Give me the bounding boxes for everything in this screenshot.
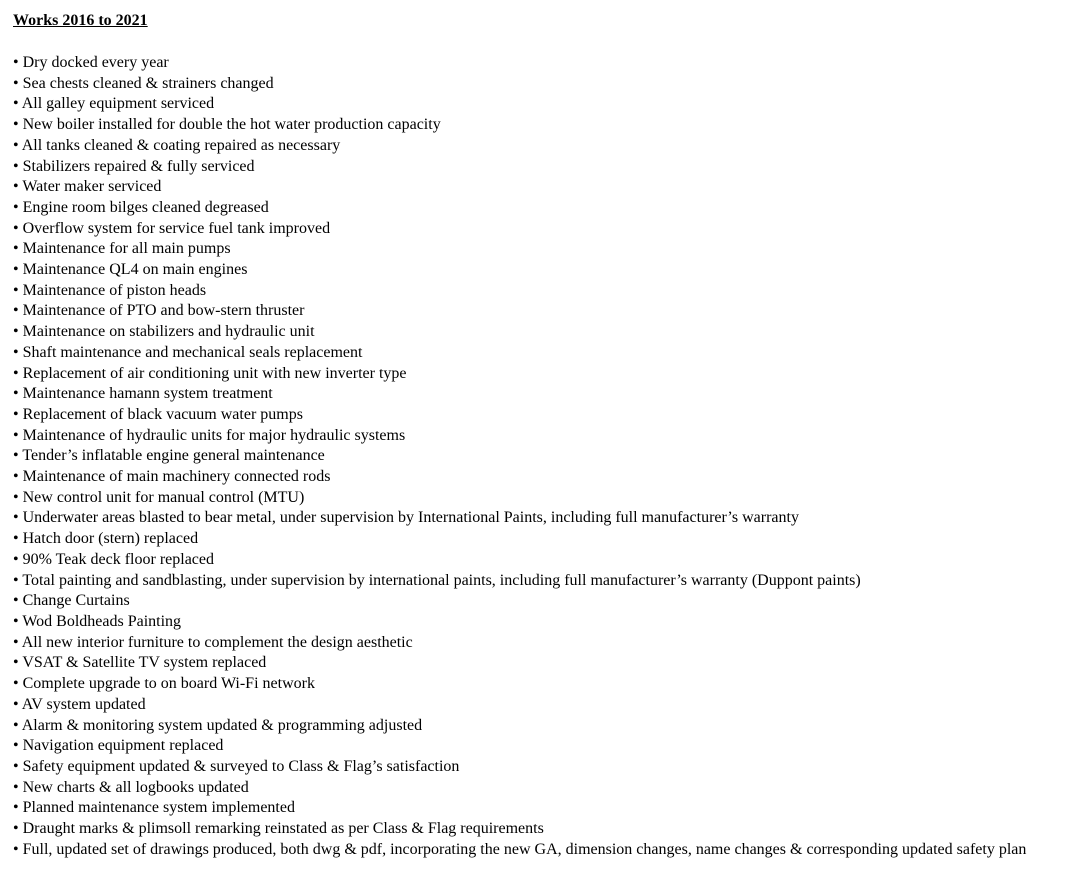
bullet-icon: •	[13, 695, 19, 713]
bullet-icon: •	[13, 509, 19, 527]
bullet-icon: •	[13, 799, 19, 817]
list-item	[13, 778, 1079, 799]
list-item-text: Replacement of air conditioning unit with new inverter type	[22, 364, 407, 382]
list-item	[13, 798, 1079, 819]
bullet-icon: •	[13, 488, 19, 506]
bullet-icon: •	[13, 385, 19, 403]
spacer	[13, 31, 1082, 53]
list-item	[13, 508, 1079, 529]
bullet-icon: •	[13, 157, 19, 175]
list-item	[13, 612, 1079, 633]
list-item-text: Underwater areas blasted to bear metal, under supervision by International Paints, including full manufacturer’s warranty	[22, 509, 799, 527]
list-item	[13, 115, 1079, 136]
bullet-icon: •	[13, 281, 19, 299]
list-item	[13, 653, 1079, 674]
list-item-text: Water maker serviced	[22, 178, 162, 196]
list-item-text: Shaft maintenance and mechanical seals replacement	[22, 343, 363, 361]
list-item-text: New boiler installed for double the hot water production capacity	[22, 116, 441, 134]
list-item	[13, 364, 1079, 385]
bullet-icon: •	[13, 54, 19, 71]
list-item	[13, 219, 1079, 240]
bullet-icon: •	[13, 364, 19, 382]
list-item	[13, 716, 1079, 737]
bullet-icon: •	[13, 633, 19, 651]
list-item	[13, 343, 1079, 364]
bullet-icon: •	[13, 136, 19, 154]
bullet-icon: •	[13, 820, 19, 838]
list-item	[13, 550, 1079, 571]
list-item	[13, 94, 1079, 115]
list-item	[13, 239, 1079, 260]
bullet-icon: •	[13, 550, 19, 568]
list-item	[13, 177, 1079, 198]
list-item	[13, 571, 1079, 592]
list-item-text: All tanks cleaned & coating repaired as necessary	[21, 136, 341, 154]
bullet-icon: •	[13, 95, 19, 113]
list-item-text: Total painting and sandblasting, under supervision by international paints, including full manufacturer’s warranty (Duppont paints)	[22, 571, 861, 589]
bullet-icon: •	[13, 654, 19, 672]
list-item-text: Maintenance of main machinery connected rods	[22, 468, 331, 486]
list-item	[13, 467, 1079, 488]
list-item-text: Maintenance of piston heads	[22, 281, 207, 299]
bullet-icon: •	[13, 675, 19, 693]
bullet-icon: •	[13, 778, 19, 796]
list-item	[13, 840, 1079, 861]
list-item	[13, 529, 1079, 550]
list-item-text: Alarm & monitoring system updated & programming adjusted	[21, 716, 423, 734]
list-item-text: AV system updated	[21, 695, 146, 713]
list-item	[13, 695, 1079, 716]
bullet-icon: •	[13, 219, 19, 237]
list-item-text: All new interior furniture to complement the design aesthetic	[21, 633, 413, 651]
works-list	[13, 53, 1079, 860]
list-item-text: Planned maintenance system implemented	[22, 799, 295, 817]
list-item-text: VSAT & Satellite TV system replaced	[22, 654, 267, 672]
list-item-text: Overflow system for service fuel tank improved	[22, 219, 331, 237]
list-item-text: Replacement of black vacuum water pumps	[22, 405, 303, 423]
list-item	[13, 488, 1079, 509]
list-item-text: Maintenance of PTO and bow-stern thruster	[22, 302, 305, 320]
list-item-text: Maintenance QL4 on main engines	[22, 261, 248, 279]
list-item	[13, 53, 1079, 74]
list-item	[13, 426, 1079, 447]
list-item	[13, 633, 1079, 654]
list-item-text: All galley equipment serviced	[21, 95, 215, 113]
list-item-text: Maintenance of hydraulic units for major hydraulic systems	[22, 426, 406, 444]
bullet-icon: •	[13, 468, 19, 486]
list-item	[13, 301, 1079, 322]
bullet-icon: •	[13, 530, 19, 548]
bullet-icon: •	[13, 757, 19, 775]
bullet-icon: •	[13, 447, 19, 465]
list-item	[13, 74, 1079, 95]
list-item-text: Sea chests cleaned & strainers changed	[22, 74, 274, 92]
bullet-icon: •	[13, 74, 19, 92]
bullet-icon: •	[13, 198, 19, 216]
bullet-icon: •	[13, 737, 19, 755]
bullet-icon: •	[13, 571, 19, 589]
list-item	[13, 405, 1079, 426]
list-item-text: New charts & all logbooks updated	[22, 778, 249, 796]
bullet-icon: •	[13, 612, 19, 630]
bullet-icon: •	[13, 343, 19, 361]
bullet-icon: •	[13, 261, 19, 279]
list-item-text: Stabilizers repaired & fully serviced	[22, 157, 255, 175]
list-item-text: Engine room bilges cleaned degreased	[22, 198, 269, 216]
bullet-icon: •	[13, 592, 19, 610]
list-item-text: Tender’s inflatable engine general maintenance	[22, 447, 325, 465]
list-item	[13, 322, 1079, 343]
list-item-text: Wod Boldheads Painting	[22, 612, 182, 630]
bullet-icon: •	[13, 302, 19, 320]
list-item	[13, 136, 1079, 157]
list-item	[13, 260, 1079, 281]
bullet-icon: •	[13, 240, 19, 258]
list-item	[13, 281, 1079, 302]
list-item	[13, 757, 1079, 778]
list-item	[13, 819, 1079, 840]
list-item	[13, 198, 1079, 219]
bullet-icon: •	[13, 323, 19, 341]
list-item-text: Hatch door (stern) replaced	[22, 530, 199, 548]
bullet-icon: •	[13, 405, 19, 423]
list-item-text: New control unit for manual control (MTU)	[22, 488, 305, 506]
list-item	[13, 446, 1079, 467]
list-item	[13, 736, 1079, 757]
bullet-icon: •	[13, 716, 19, 734]
bullet-icon: •	[13, 840, 19, 858]
list-item	[13, 157, 1079, 178]
list-item-text: Maintenance for all main pumps	[22, 240, 231, 258]
list-item	[13, 674, 1079, 695]
list-item-text: Full, updated set of drawings produced, both dwg & pdf, incorporating the new GA, dimension changes, name changes & corresponding updated safety plan	[22, 840, 1027, 858]
list-item-text: Maintenance hamann system treatment	[22, 385, 273, 403]
bullet-icon: •	[13, 426, 19, 444]
list-item-text: Change Curtains	[22, 592, 130, 610]
list-item-text: Draught marks & plimsoll remarking reinstated as per Class & Flag requirements	[22, 820, 544, 838]
list-item-text: Dry docked every year	[22, 54, 169, 71]
bullet-icon: •	[13, 178, 19, 196]
list-item-text: Complete upgrade to on board Wi-Fi network	[22, 675, 315, 693]
list-item-text: 90% Teak deck floor replaced	[22, 550, 214, 568]
bullet-icon: •	[13, 116, 19, 134]
list-item-text: Safety equipment updated & surveyed to Class & Flag’s satisfaction	[22, 757, 460, 775]
list-item-text: Maintenance on stabilizers and hydraulic unit	[22, 323, 315, 341]
list-item	[13, 384, 1079, 405]
page-title: Works 2016 to 2021	[13, 12, 148, 29]
list-item-text: Navigation equipment replaced	[22, 737, 224, 755]
list-item	[13, 591, 1079, 612]
